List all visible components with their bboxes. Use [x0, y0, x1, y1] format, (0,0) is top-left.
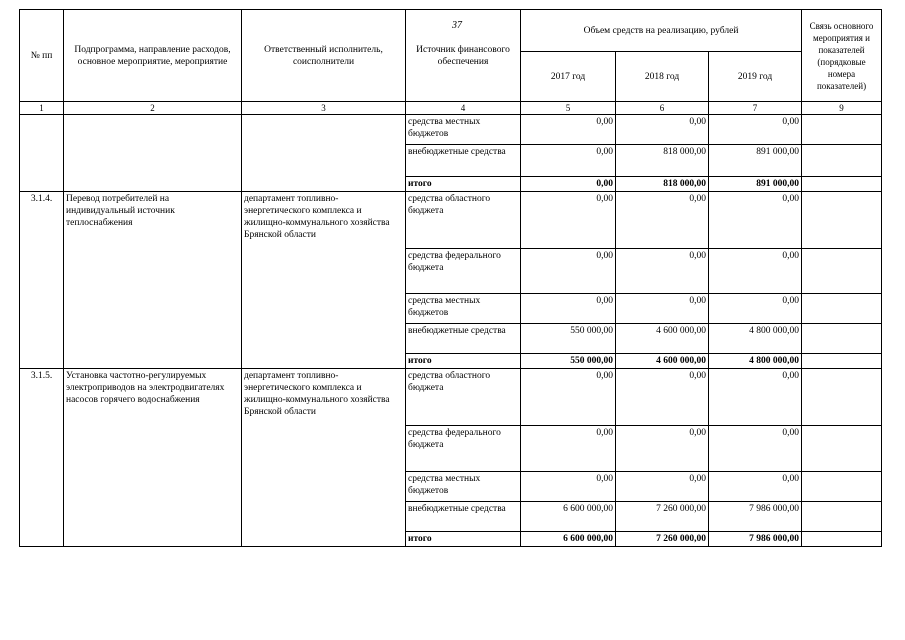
value-2019: 7 986 000,00: [709, 532, 802, 547]
index-cell: 4: [406, 102, 521, 115]
value-2019: 0,00: [709, 115, 802, 145]
value-2018: 7 260 000,00: [616, 502, 709, 532]
value-2018: 0,00: [616, 115, 709, 145]
index-cell: 7: [709, 102, 802, 115]
value-2019: 0,00: [709, 249, 802, 294]
value-2017: 550 000,00: [521, 354, 616, 369]
link-cell: [802, 472, 882, 502]
code-cell: 3.1.4.: [20, 192, 64, 369]
value-2017: 0,00: [521, 177, 616, 192]
value-2017: 550 000,00: [521, 324, 616, 354]
value-2017: 0,00: [521, 115, 616, 145]
code-cell: 3.1.5.: [20, 369, 64, 547]
link-cell: [802, 354, 882, 369]
value-2019: 4 800 000,00: [709, 354, 802, 369]
source-cell: средства областного бюджета: [406, 192, 521, 249]
value-2018: 0,00: [616, 294, 709, 324]
source-cell: средства федерального бюджета: [406, 249, 521, 294]
value-2018: 0,00: [616, 369, 709, 426]
value-2018: 4 600 000,00: [616, 324, 709, 354]
code-cell: [20, 115, 64, 192]
header-volume: Объем средств на реализацию, рублей: [521, 10, 802, 52]
value-2018: 4 600 000,00: [616, 354, 709, 369]
header-year-2018: 2018 год: [616, 52, 709, 102]
source-cell: итого: [406, 354, 521, 369]
table-row: [20, 115, 882, 145]
source-cell: внебюджетные средства: [406, 145, 521, 177]
executor-cell: департамент топливно-энергетического комплекса и жилищно-коммунального хозяйства Брянской области: [242, 369, 406, 547]
value-2018: 0,00: [616, 472, 709, 502]
value-2017: 0,00: [521, 426, 616, 472]
header-year-2019: 2019 год: [709, 52, 802, 102]
link-cell: [802, 532, 882, 547]
header-year-2017: 2017 год: [521, 52, 616, 102]
header-link: Связь основного мероприятия и показателей (порядковые номера показателей): [802, 10, 882, 102]
source-cell: средства местных бюджетов: [406, 294, 521, 324]
value-2018: 7 260 000,00: [616, 532, 709, 547]
value-2019: 0,00: [709, 426, 802, 472]
executor-cell: [242, 115, 406, 192]
table-row: [20, 369, 882, 426]
value-2017: 6 600 000,00: [521, 502, 616, 532]
value-2017: 0,00: [521, 294, 616, 324]
source-cell: итого: [406, 177, 521, 192]
value-2018: 818 000,00: [616, 177, 709, 192]
value-2017: 0,00: [521, 369, 616, 426]
value-2017: 0,00: [521, 145, 616, 177]
index-cell: 3: [242, 102, 406, 115]
value-2017: 0,00: [521, 472, 616, 502]
value-2019: 4 800 000,00: [709, 324, 802, 354]
link-cell: [802, 502, 882, 532]
value-2018: 0,00: [616, 249, 709, 294]
link-cell: [802, 177, 882, 192]
page-mark: 37: [452, 20, 462, 31]
index-cell: 5: [521, 102, 616, 115]
value-2019: 0,00: [709, 294, 802, 324]
title-cell: [64, 115, 242, 192]
funding-table: [19, 9, 882, 547]
link-cell: [802, 294, 882, 324]
value-2018: 0,00: [616, 192, 709, 249]
value-2019: 891 000,00: [709, 177, 802, 192]
index-cell: 6: [616, 102, 709, 115]
link-cell: [802, 115, 882, 145]
header-source: Источник финансового обеспечения: [406, 10, 521, 102]
index-cell: 1: [20, 102, 64, 115]
link-cell: [802, 369, 882, 426]
value-2019: 891 000,00: [709, 145, 802, 177]
value-2019: 0,00: [709, 472, 802, 502]
source-cell: средства областного бюджета: [406, 369, 521, 426]
link-cell: [802, 249, 882, 294]
source-cell: средства федерального бюджета: [406, 426, 521, 472]
table-row: [20, 192, 882, 249]
executor-cell: департамент топливно-энергетического комплекса и жилищно-коммунального хозяйства Брянской области: [242, 192, 406, 369]
title-cell: Установка частотно-регулируемых электроприводов на электродвигателях насосов горячего водоснабжения: [64, 369, 242, 547]
source-cell: средства местных бюджетов: [406, 115, 521, 145]
link-cell: [802, 145, 882, 177]
value-2019: 0,00: [709, 192, 802, 249]
value-2017: 0,00: [521, 249, 616, 294]
header-num: № пп: [20, 10, 64, 102]
header-executor: Ответственный исполнитель, соисполнители: [242, 10, 406, 102]
link-cell: [802, 324, 882, 354]
value-2018: 818 000,00: [616, 145, 709, 177]
index-cell: 9: [802, 102, 882, 115]
source-cell: средства местных бюджетов: [406, 472, 521, 502]
link-cell: [802, 426, 882, 472]
value-2019: 0,00: [709, 369, 802, 426]
link-cell: [802, 192, 882, 249]
value-2017: 0,00: [521, 192, 616, 249]
title-cell: Перевод потребителей на индивидуальный источник теплоснабжения: [64, 192, 242, 369]
index-cell: 2: [64, 102, 242, 115]
value-2018: 0,00: [616, 426, 709, 472]
value-2017: 6 600 000,00: [521, 532, 616, 547]
value-2019: 7 986 000,00: [709, 502, 802, 532]
source-cell: внебюджетные средства: [406, 324, 521, 354]
header-subprogram: Подпрограмма, направление расходов, основное мероприятие, мероприятие: [64, 10, 242, 102]
source-cell: итого: [406, 532, 521, 547]
source-cell: внебюджетные средства: [406, 502, 521, 532]
